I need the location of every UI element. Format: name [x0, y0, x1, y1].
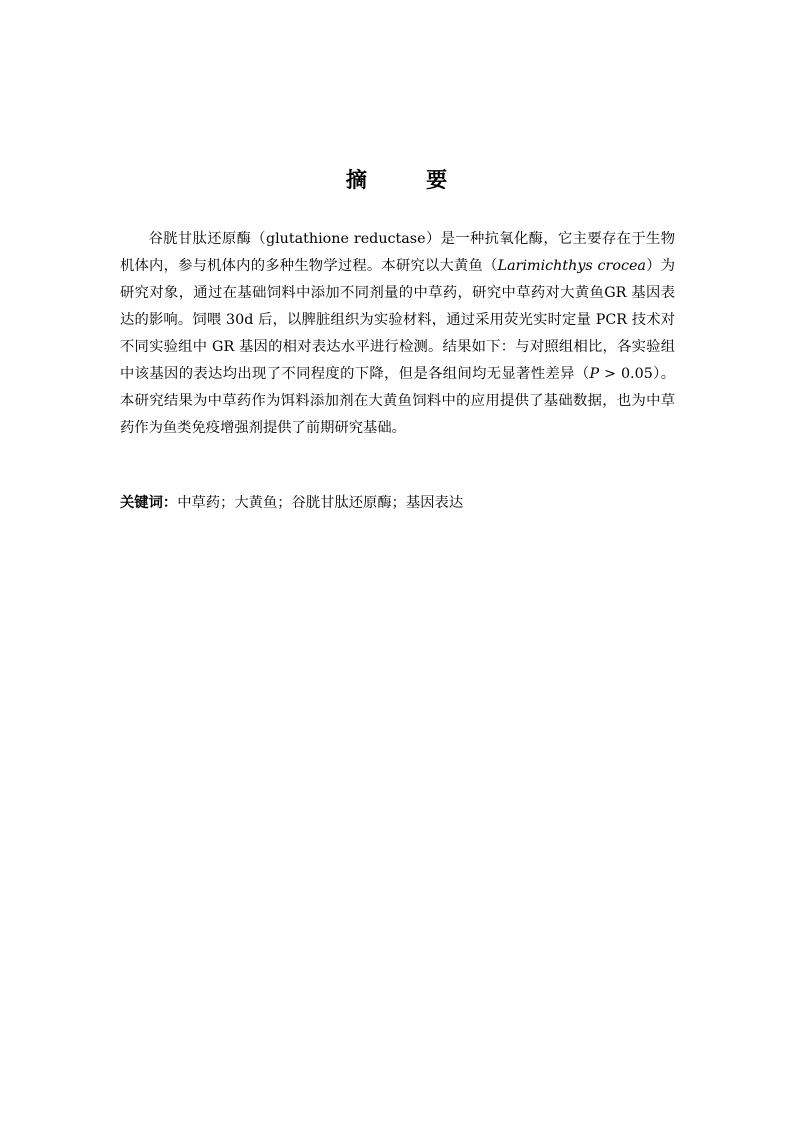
- abstract-text-part-3: ）。本研究结果为中草药作为饵料添加剂在大黄鱼饲料中的应用提供了基础数据，也为中草药作为鱼类免疫增强剂提供了前期研究基础。: [120, 366, 675, 436]
- keywords-label: 关键词：: [120, 495, 178, 511]
- keywords-line: [120, 490, 675, 517]
- species-name: Larimichthys crocea: [497, 258, 646, 274]
- p-value: > 0.05: [599, 366, 653, 382]
- abstract-text-part-2: ）为研究对象，通过在基础饲料中添加不同剂量的中草药，研究中草药对大黄鱼GR 基因表达的影响。饲喂 30d 后，以脾脏组织为实验材料，通过采用荧光实时定量 PCR 技术对不同实验组中 GR 基因的相对表达水平进行检测。结果如下：与对照组相比，各实验组中该基因的表达均出现了不同程度的下降，但是各组间均无显著性差异（: [120, 258, 676, 382]
- abstract-text-part-1: 谷胱甘肽还原酶（glutathione reductase）是一种抗氧化酶，它主要存在于生物机体内，参与机体内的多种生物学过程。本研究以大黄鱼（: [120, 231, 675, 274]
- abstract-title: 摘 要: [345, 168, 474, 192]
- keywords-text: 中草药；大黄鱼；谷胱甘肽还原酶；基因表达: [177, 495, 464, 511]
- abstract-paragraph: [120, 226, 675, 442]
- p-symbol: P: [589, 366, 600, 382]
